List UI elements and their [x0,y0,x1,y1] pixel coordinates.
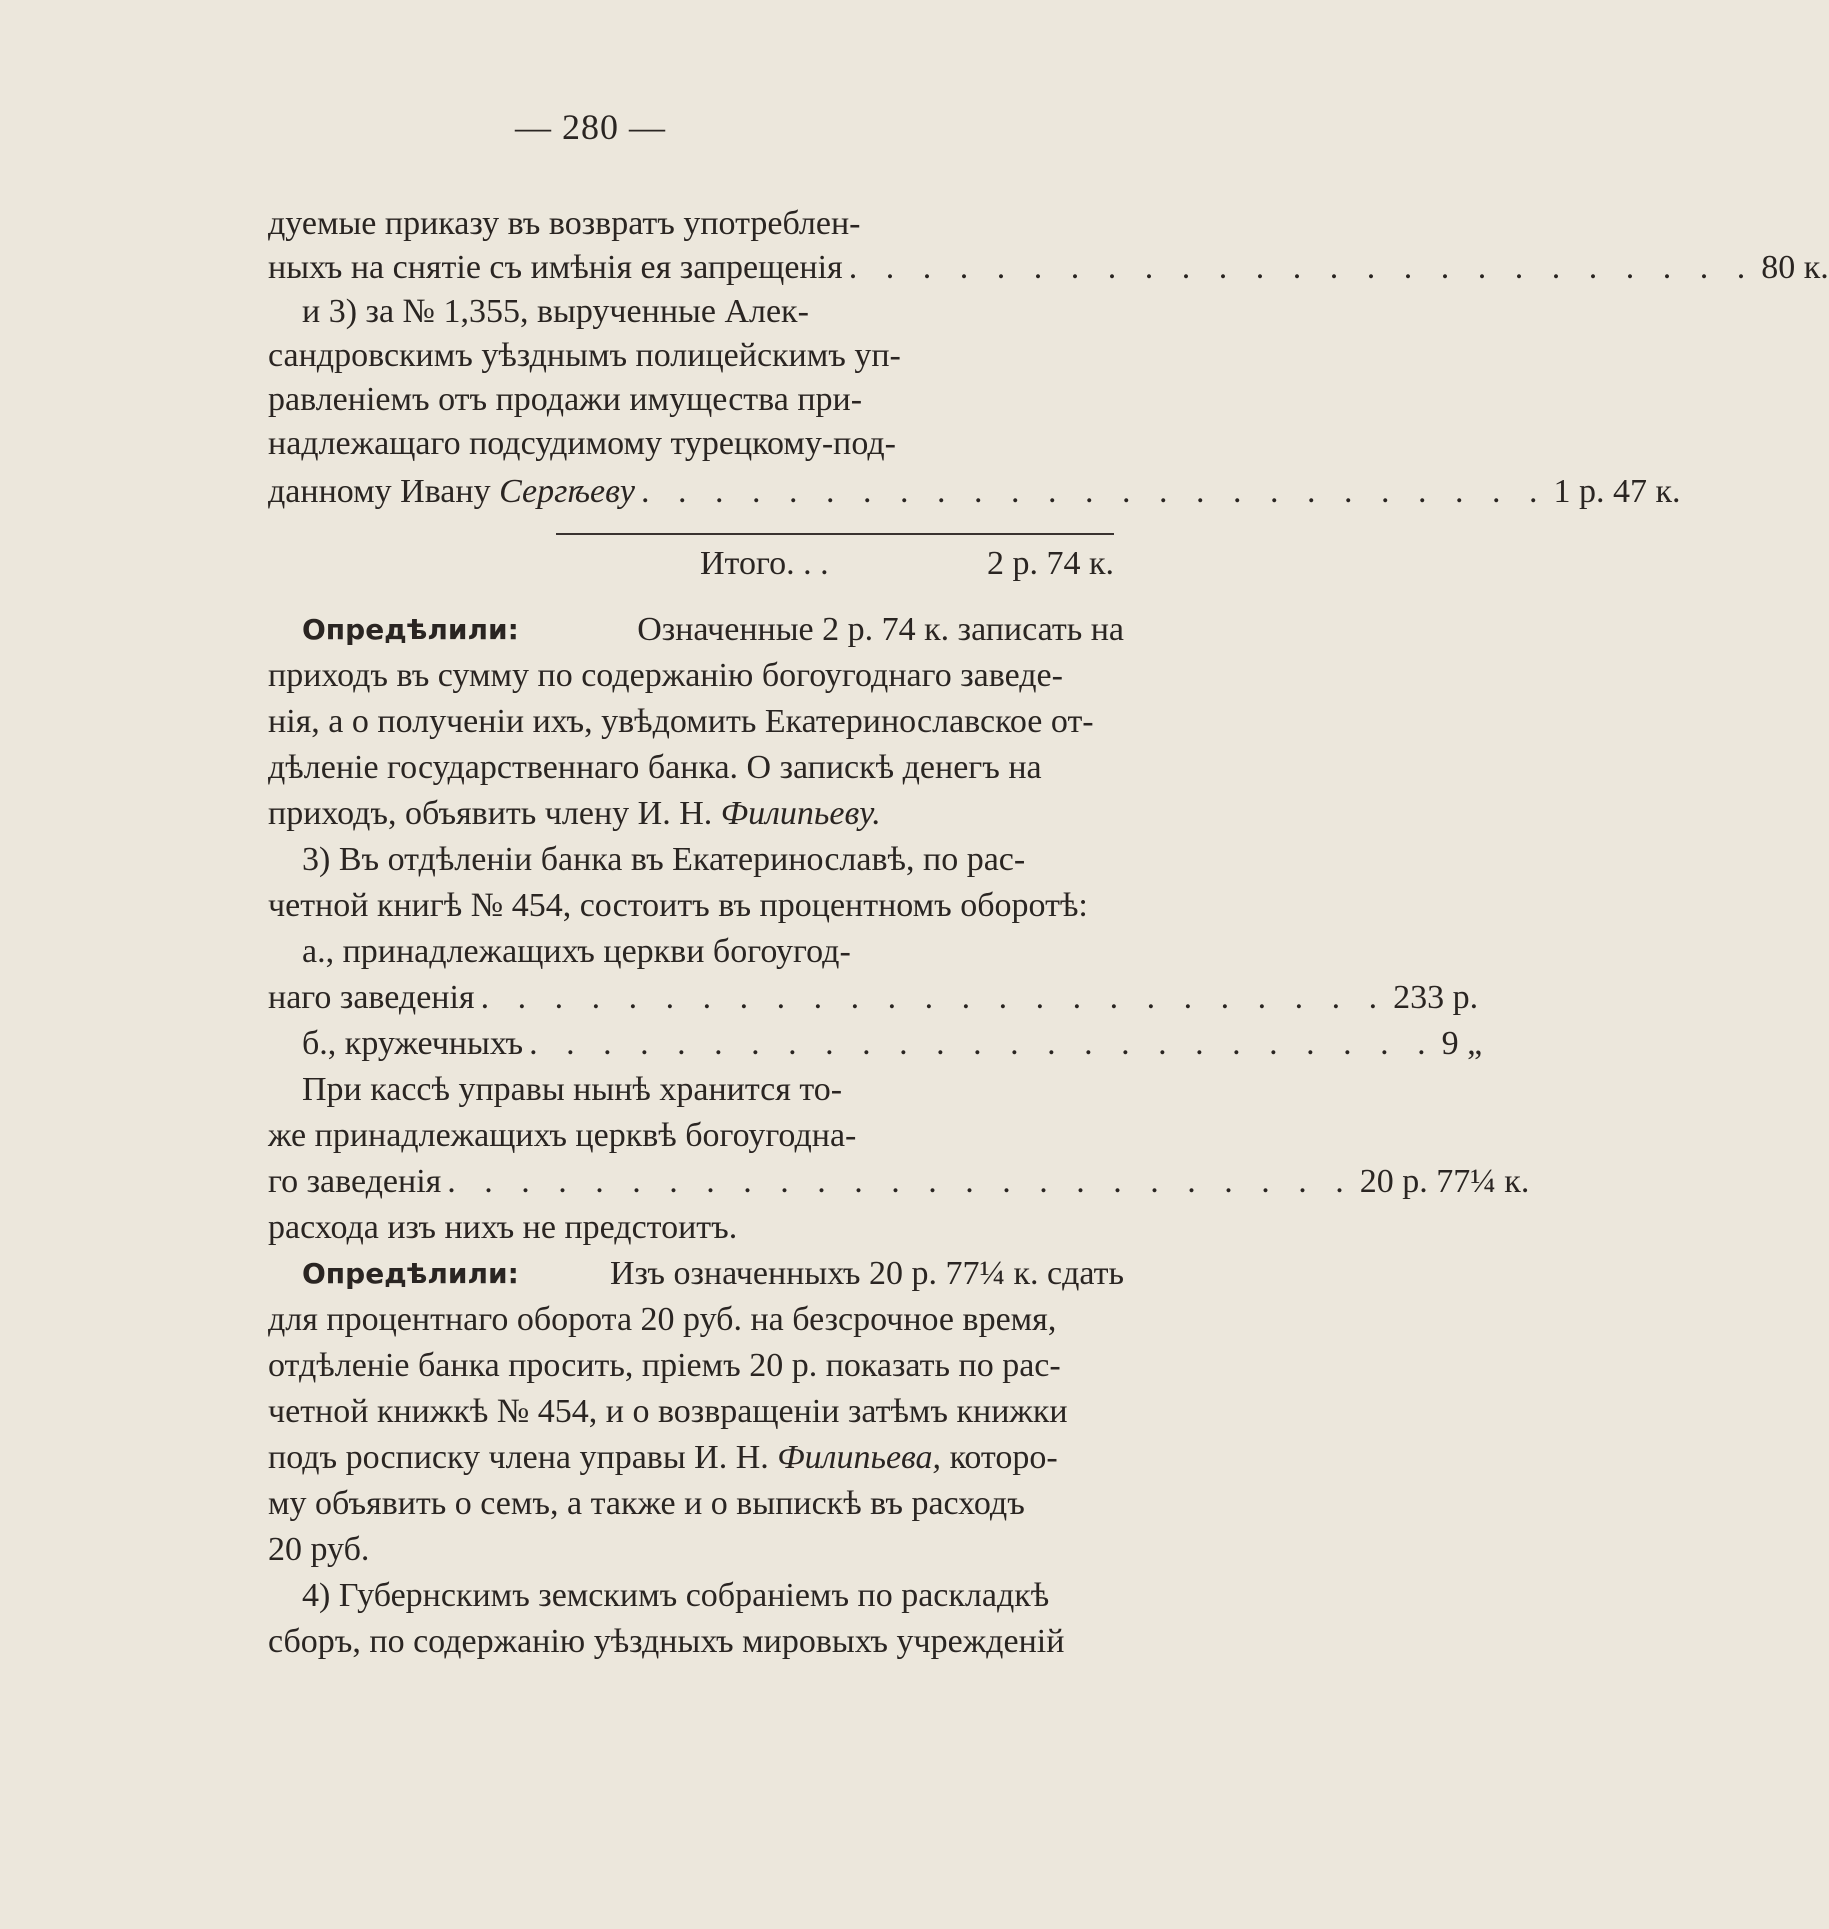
line-text: для процентнаго оборота 20 руб. на безсрочное время, [268,1301,1057,1338]
line-text: Изъ означенныхъ 20 р. 77¼ к. сдать [609,1255,1124,1292]
total-label: Итого. . . [700,545,829,582]
line-text: равленіемъ отъ продажи имущества при- [268,381,863,418]
line-text: расхода изъ нихъ не предстоитъ. [268,1209,738,1246]
entry-label: ныхъ на снятіе съ имѣнія ея запрещенія [268,249,843,286]
text-line [268,700,1124,744]
line-text: же принадлежащихъ церквѣ богоугодна- [268,1117,857,1154]
total-amount: 2 р. 74 к. [986,545,1114,582]
line-text: сборъ, по содержанію уѣздныхъ мировыхъ учрежденій [268,1623,1065,1660]
entry-label: б., кружечныхъ [302,1025,524,1062]
entry-amount: 1 р. 47 к. [1553,473,1681,510]
entry-amount: 20 р. 77¼ к. [1359,1163,1530,1200]
text-line [268,884,1124,928]
dot-leader: . . . . . . . . . . . . . . . . . . . . . . . . . [848,249,1756,286]
line-text: отдѣленіе банка просить, пріемъ 20 р. показать по рас- [268,1347,1061,1384]
entry-row [302,1022,1483,1066]
page-number: — 280 — [515,107,666,147]
text-line [302,1068,902,1112]
line-text: дѣленіе государственнаго банка. О запискѣ денегъ на [268,749,1042,786]
entry-label: наго заведенія [268,979,475,1016]
text-line [268,202,908,246]
text-line [268,1298,1124,1342]
dot-leader: . . . . . . . . . . . . . . . . . . . . . . . . . [447,1163,1354,1200]
entry-amount: 233 р. [1393,979,1479,1016]
person-name: Филипьева, [777,1439,942,1476]
sum-rule [556,533,1114,535]
line-text: му объявить о семъ, а также и о выпискѣ въ расходъ [268,1485,1025,1522]
entry-amount: 9 „ [1441,1025,1483,1062]
text-line [268,654,1124,698]
entry-row [268,1160,1530,1204]
dot-leader: . . . . . . . . . . . . . . . . . . . . . . . . . [529,1025,1436,1062]
dot-leader: . . . . . . . . . . . . . . . . . . . . . . . . . [640,473,1548,510]
line-text: четной книгѣ № 454, состоитъ въ процентномъ оборотѣ: [268,887,1088,924]
line-text: дуемые приказу въ возвратъ употреблен- [268,205,861,242]
text-line [268,334,908,378]
text-line [268,378,908,422]
text-line [268,1344,1124,1388]
entry-row [268,976,1479,1020]
resolution-line [302,608,1124,652]
dot-leader: . . . . . . . . . . . . . . . . . . . . . . . . . [480,979,1388,1016]
line-text: 3) Въ отдѣленіи банка въ Екатеринославѣ, по рас- [302,841,1026,878]
text-line [268,1528,1124,1572]
line-text: и 3) за № 1,355, вырученные Алек- [302,293,809,330]
line-text: а., принадлежащихъ церкви богоугод- [302,933,851,970]
text-line [268,1620,1124,1664]
entry-label: данному Ивану Сергѣеву [268,473,635,510]
line-text: четной книжкѣ № 454, и о возвращеніи затѣмъ книжки [268,1393,1068,1430]
line-text: надлежащаго подсудимому турецкому-под- [268,425,897,462]
resolution-label: Опредѣлили: [302,1257,519,1290]
line-text: 4) Губернскимъ земскимъ собраніемъ по раскладкѣ [302,1577,1050,1614]
text-line [268,1206,1124,1250]
text-line [268,422,908,466]
person-name: Сергѣеву [499,473,635,510]
line-text: Означенные 2 р. 74 к. записать на [637,611,1124,648]
line-text: При кассѣ управы нынѣ хранится то- [302,1071,843,1108]
text-line [268,746,1124,790]
text-line [302,838,1124,882]
text-line [302,930,942,974]
text-line [302,290,908,334]
text-line: приходъ, объявить члену И. Н. Филипьеву. [268,795,881,832]
total-row [700,542,1114,586]
text-line [268,1114,908,1158]
text-line: подъ росписку члена управы И. Н. Филипьева, которо- [268,1439,1058,1476]
line-text: 20 руб. [268,1531,370,1568]
text-line [268,1390,1124,1434]
entry-row [268,470,1681,514]
line-text: приходъ въ сумму по содержанію богоугоднаго заведе- [268,657,1063,694]
line-text: сандровскимъ уѣзднымъ полицейскимъ уп- [268,337,901,374]
resolution-label: Опредѣлили: [302,613,519,646]
line-text: нія, а о полученіи ихъ, увѣдомить Екатеринославское от- [268,703,1094,740]
person-name: Филипьеву. [720,795,881,832]
text-line [268,1482,1124,1526]
text-line [302,1574,1124,1618]
entry-amount: 80 к. [1761,249,1829,286]
entry-label: го заведенія [268,1163,442,1200]
resolution-line [302,1252,1124,1296]
entry-row [268,246,1829,290]
